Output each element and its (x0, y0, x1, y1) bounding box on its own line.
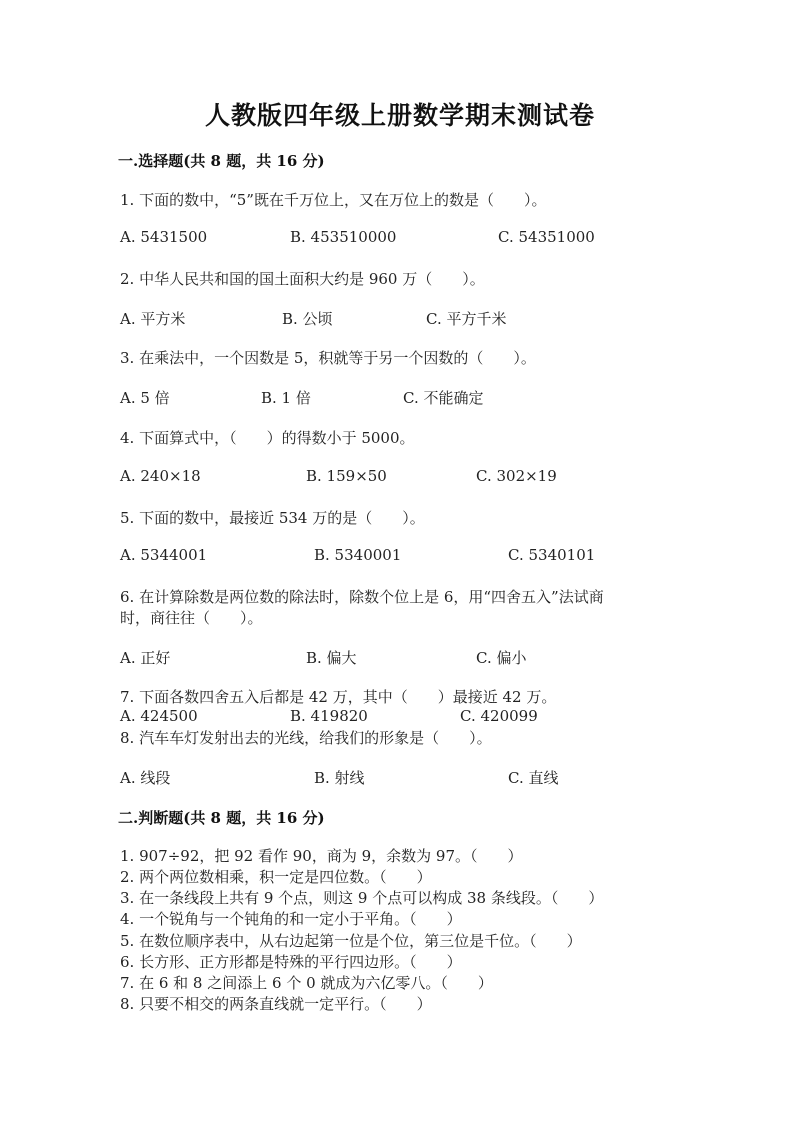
q3-option-b: B. 1 倍 (261, 389, 311, 407)
q6-option-b: B. 偏大 (306, 649, 357, 667)
q2-option-b: B. 公顷 (282, 310, 333, 328)
judge-item-8: 8. 只要不相交的两条直线就一定平行。（ ） (120, 995, 432, 1013)
q3-option-c: C. 不能确定 (403, 389, 484, 407)
q5-option-b: B. 5340001 (314, 546, 402, 564)
question-3: 3. 在乘法中，一个因数是 5，积就等于另一个因数的（ ）。 (120, 349, 536, 367)
q4-option-a: A. 240×18 (120, 467, 201, 485)
question-6-line-1: 6. 在计算除数是两位数的除法时，除数个位上是 6，用“四舍五入”法试商 (120, 588, 604, 606)
q7-option-a: A. 424500 (120, 707, 198, 725)
judge-item-4: 4. 一个锐角与一个钝角的和一定小于平角。（ ） (120, 910, 462, 928)
q2-option-c: C. 平方千米 (426, 310, 507, 328)
q2-option-a: A. 平方米 (120, 310, 186, 328)
judge-item-5: 5. 在数位顺序表中，从右边起第一位是个位，第三位是千位。（ ） (120, 932, 582, 950)
q1-option-a: A. 5431500 (120, 228, 208, 246)
judge-item-7: 7. 在 6 和 8 之间添上 6 个 0 就成为六亿零八。（ ） (120, 974, 493, 992)
section-header-judge: 二.判断题(共 8 题，共 16 分) (118, 809, 325, 827)
judge-item-2: 2. 两个两位数相乘，积一定是四位数。（ ） (120, 868, 432, 886)
q1-option-b: B. 453510000 (290, 228, 397, 246)
question-8: 8. 汽车车灯发射出去的光线，给我们的形象是（ ）。 (120, 729, 492, 747)
question-6-line-2: 时，商往往（ ）。 (120, 609, 263, 627)
q5-option-c: C. 5340101 (508, 546, 596, 564)
q1-option-c: C. 54351000 (498, 228, 595, 246)
judge-item-1: 1. 907÷92，把 92 看作 90，商为 9，余数为 97。（ ） (120, 847, 523, 865)
q8-option-c: C. 直线 (508, 769, 559, 787)
question-2: 2. 中华人民共和国的国土面积大约是 960 万（ ）。 (120, 270, 485, 288)
q8-option-b: B. 射线 (314, 769, 365, 787)
question-4: 4. 下面算式中，（ ）的得数小于 5000。 (120, 429, 415, 447)
q3-option-a: A. 5 倍 (120, 389, 170, 407)
q7-option-c: C. 420099 (460, 707, 538, 725)
question-1: 1. 下面的数中，“5”既在千万位上，又在万位上的数是（ ）。 (120, 191, 547, 209)
q6-option-a: A. 正好 (120, 649, 171, 667)
section-header-choice: 一.选择题(共 8 题，共 16 分) (118, 152, 325, 170)
page-title: 人教版四年级上册数学期末测试卷 (204, 101, 595, 130)
q5-option-a: A. 5344001 (120, 546, 208, 564)
q6-option-c: C. 偏小 (476, 649, 527, 667)
question-5: 5. 下面的数中，最接近 534 万的是（ ）。 (120, 509, 425, 527)
q7-option-b: B. 419820 (290, 707, 368, 725)
q8-option-a: A. 线段 (120, 769, 171, 787)
question-7: 7. 下面各数四舍五入后都是 42 万，其中（ ）最接近 42 万。 (120, 688, 557, 706)
judge-item-3: 3. 在一条线段上共有 9 个点，则这 9 个点可以构成 38 条线段。（ ） (120, 889, 604, 907)
q4-option-b: B. 159×50 (306, 467, 387, 485)
judge-item-6: 6. 长方形、正方形都是特殊的平行四边形。（ ） (120, 953, 462, 971)
q4-option-c: C. 302×19 (476, 467, 557, 485)
